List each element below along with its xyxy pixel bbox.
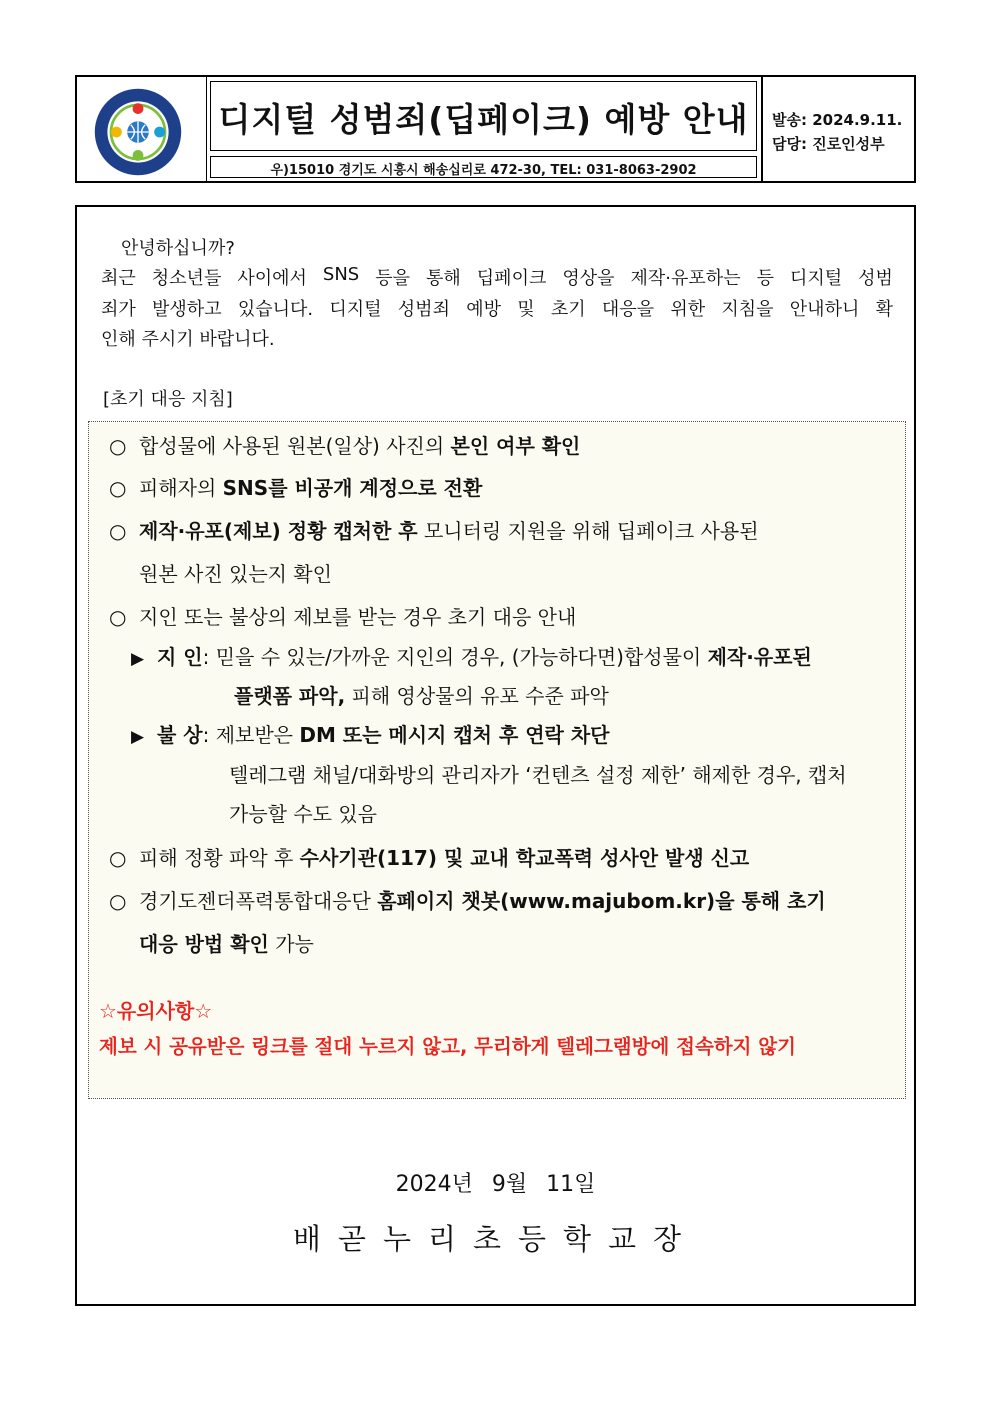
intro-word: 청소년들 [151, 268, 222, 289]
guideline-6-cont: 대응 방법 확인 가능 [139, 932, 314, 956]
guideline-2: ○ 피해자의 SNS를 비공개 계정으로 전환 [109, 476, 483, 500]
intro-word: 사이에서 [237, 268, 307, 289]
guideline-4: ○ 지인 또는 불상의 제보를 받는 경우 초기 대응 안내 [109, 605, 577, 629]
circle-bullet-icon: ○ [109, 605, 127, 629]
intro-word: 딥페이크 [476, 268, 547, 289]
intro-word: 안내하니 [789, 299, 860, 320]
intro-word: 발생하고 [152, 299, 222, 320]
document-header [75, 75, 916, 183]
sub-acquaintance-cont: 플랫폼 파악, 피해 영상물의 유포 수준 파악 [234, 684, 609, 708]
guideline-6: ○ 경기도젠더폭력통합대응단 홈페이지 챗봇(www.majubom.kr)을 통해 초기 [109, 889, 826, 913]
intro-word: 예방 [466, 299, 501, 320]
intro-word: 통해 [426, 268, 461, 289]
intro-word: 성범죄 [397, 299, 450, 320]
intro-line-1 [101, 264, 893, 290]
intro-word: 대응을 [601, 299, 655, 320]
circle-bullet-icon: ○ [109, 889, 127, 913]
intro-word: 최근 [101, 268, 136, 289]
sub-unknown-cont-2: 가능할 수도 있음 [229, 802, 377, 826]
intro-word: 등을 [375, 268, 411, 289]
intro-word: 디지털 [329, 299, 382, 320]
intro-word: 죄가 [101, 299, 136, 320]
sub-unknown-cont-1: 텔레그램 채널/대화방의 관리자가 ‘컨텐츠 설정 제한’ 해제한 경우, 캡처 [229, 763, 847, 787]
circle-bullet-icon: ○ [109, 476, 127, 500]
intro-word: SNS [322, 264, 360, 285]
triangle-right-icon: ▶ [131, 649, 145, 669]
intro-word: 제작·유포하는 [630, 268, 741, 289]
sub-unknown: ▶ 불 상: 제보받은 DM 또는 메시지 캡처 후 연락 차단 [131, 723, 610, 747]
guideline-3: ○ 제작·유포(제보) 정황 캡처한 후 모니터링 지원을 위해 딥페이크 사용된 [109, 519, 759, 543]
greeting: 안녕하십니까? [121, 238, 235, 259]
intro-word: 등 [756, 268, 774, 289]
meta-cell [761, 77, 916, 181]
circle-bullet-icon: ○ [109, 519, 127, 543]
guideline-box [88, 421, 906, 1099]
caution-text: 제보 시 공유받은 링크를 절대 누르지 않고, 무리하게 텔레그램방에 접속하지 않기 [99, 1035, 796, 1058]
intro-line-3: 인해 주시기 바랍니다. [101, 329, 275, 350]
document-title: 디지털 성범죄(딥페이크) 예방 안내 [218, 100, 749, 139]
intro-word: 성범 [858, 268, 893, 289]
guideline-1: ○ 합성물에 사용된 원본(일상) 사진의 본인 여부 확인 [109, 434, 581, 458]
title-cell [206, 77, 761, 181]
intro-word: 위한 [670, 299, 706, 320]
school-address: 우)15010 경기도 시흥시 해송십리로 472-30, TEL: 031-8063-2902 [270, 163, 697, 178]
department: 담당: 진로인성부 [772, 135, 885, 153]
caution-title: ☆유의사항☆ [99, 999, 213, 1023]
logo-cell [77, 77, 207, 181]
school-logo [93, 87, 183, 177]
intro-word: 및 [517, 299, 535, 320]
guideline-3-cont: 원본 사진 있는지 확인 [139, 562, 332, 586]
notice-body [75, 205, 916, 1306]
sub-acquaintance: ▶ 지 인: 믿을 수 있는/가까운 지인의 경우, (가능하다면)합성물이 제작·유포된 [131, 645, 812, 669]
document-date: 2024년 9월 11일 [395, 1172, 596, 1197]
circle-bullet-icon: ○ [109, 434, 127, 458]
intro-word: 디지털 [789, 268, 843, 289]
intro-word: 영상을 [562, 268, 615, 289]
guideline-5: ○ 피해 정황 파악 후 수사기관(117) 및 교내 학교폭력 성사안 발생 신고 [109, 846, 750, 870]
intro-line-2 [101, 295, 893, 321]
intro-word: 있습니다. [237, 299, 314, 320]
principal-signature: 배곧누리초등학교장 [292, 1222, 699, 1256]
intro-word: 지침을 [721, 299, 774, 320]
triangle-right-icon: ▶ [131, 727, 145, 747]
title-box [210, 81, 757, 151]
issue-date: 발송: 2024.9.11. [772, 111, 903, 129]
section-label: [초기 대응 지침] [103, 389, 233, 410]
intro-word: 확 [875, 299, 893, 320]
intro-word: 초기 [550, 299, 586, 320]
address-box [210, 156, 757, 178]
circle-bullet-icon: ○ [109, 846, 127, 870]
